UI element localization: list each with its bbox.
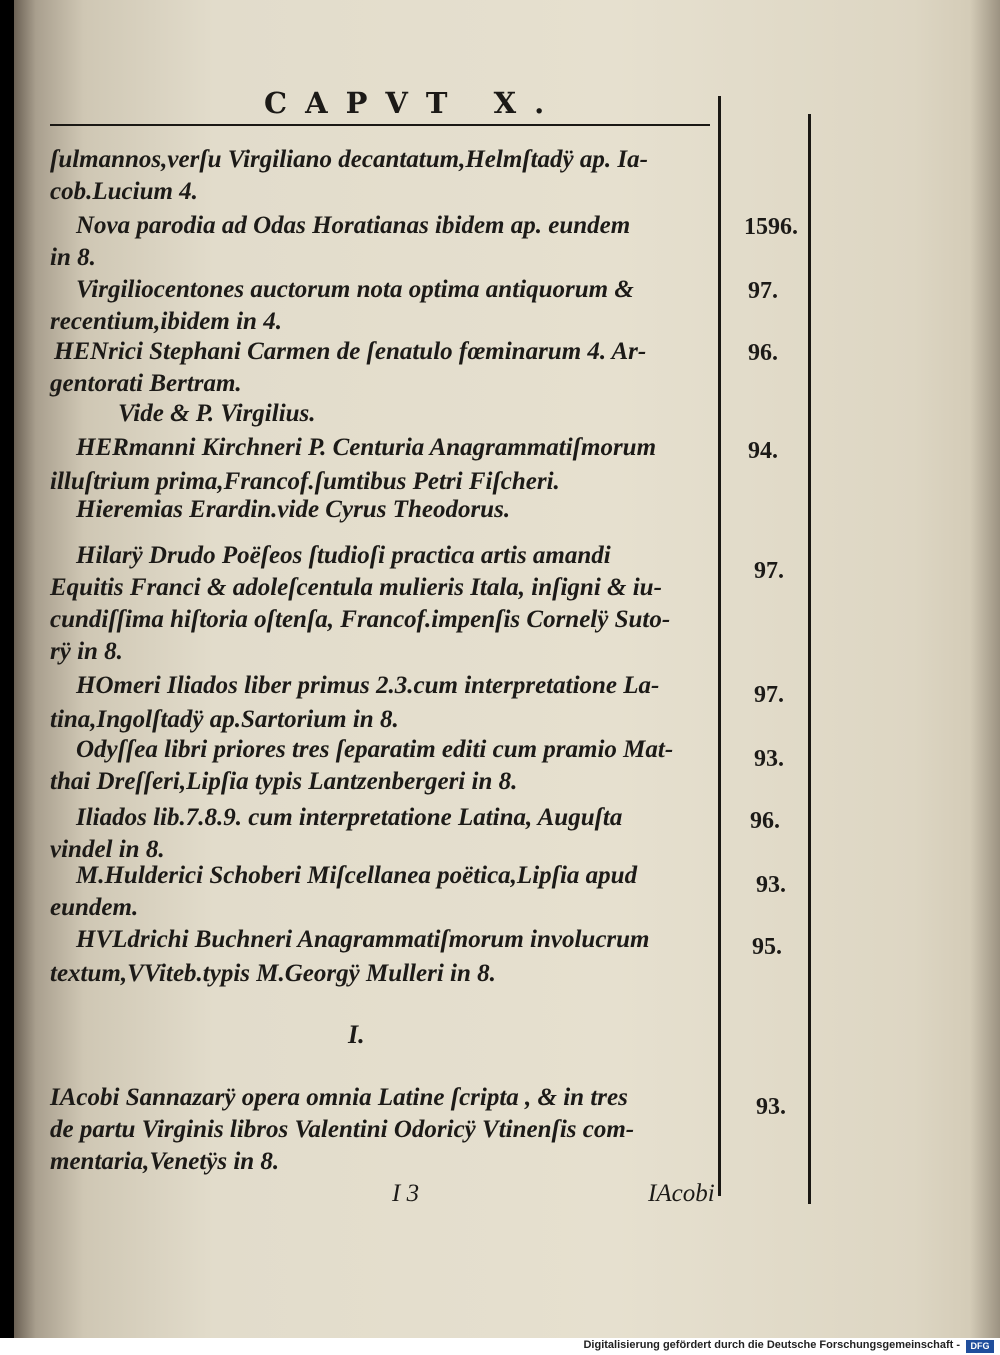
- footer-text: Digitalisierung gefördert durch die Deutsche Forschungsgemeinschaft -: [583, 1339, 960, 1351]
- entry-line: HENrici Stephani Carmen de ſenatulo fœminarum 4. Ar-: [54, 338, 647, 365]
- entry-year: 97.: [754, 682, 784, 708]
- column-rule-left: [718, 96, 721, 1196]
- entry-line: Hilarÿ Drudo Poëſeos ſtudioſi practica artis amandi: [76, 542, 611, 569]
- entry-line: textum,VViteb.typis M.Georgÿ Mulleri in 8.: [50, 960, 496, 987]
- section-letter: I.: [348, 1020, 365, 1049]
- entry-year: 96.: [748, 340, 778, 366]
- entry-year: 93.: [756, 872, 786, 898]
- entry-year: 97.: [748, 278, 778, 304]
- entry-line: eundem.: [50, 894, 139, 921]
- entry-line: vindel in 8.: [50, 836, 165, 863]
- catchword: IAcobi: [648, 1180, 715, 1207]
- entry-line: Nova parodia ad Odas Horatianas ibidem ap. eundem: [76, 212, 631, 239]
- entry-line: cob.Lucium 4.: [50, 178, 198, 205]
- entry-line: gentorati Bertram.: [50, 370, 242, 397]
- entry-year: 93.: [754, 746, 784, 772]
- entry-year: 95.: [752, 934, 782, 960]
- entry-line: Vide & P. Virgilius.: [118, 400, 316, 427]
- footer-bar: [0, 1338, 1000, 1355]
- entry-line: recentium,ibidem in 4.: [50, 308, 282, 335]
- entry-line: HERmanni Kirchneri P. Centuria Anagrammatiſmorum: [76, 434, 657, 461]
- entry-line: M.Hulderici Schoberi Miſcellanea poëtica,Lipſia apud: [76, 862, 638, 889]
- entry-year: 1596.: [744, 214, 798, 240]
- entry-line: de partu Virginis libros Valentini Odoricÿ Vtinenſis com-: [50, 1116, 635, 1143]
- page-scan: [14, 0, 1000, 1338]
- entry-line: mentaria,Venetÿs in 8.: [50, 1148, 280, 1175]
- entry-line: Odyſſea libri priores tres ſeparatim editi cum pramio Mat-: [76, 736, 674, 763]
- entry-line: IAcobi Sannazarÿ opera omnia Latine ſcripta , & in tres: [50, 1084, 628, 1111]
- entry-line: ſulmannos,verſu Virgiliano decantatum,Helmſtadÿ ap. Ia-: [50, 146, 648, 173]
- entry-line: HOmeri Iliados liber primus 2.3.cum interpretatione La-: [76, 672, 660, 699]
- entry-line: in 8.: [50, 244, 96, 271]
- entry-line: thai Dreſſeri,Lipſia typis Lantzenbergeri in 8.: [50, 768, 518, 795]
- entry-line: tina,Ingolſtadÿ ap.Sartorium in 8.: [50, 706, 399, 733]
- entry-line: Iliados lib.7.8.9. cum interpretatione Latina, Auguſta: [76, 804, 623, 831]
- entry-line: HVLdrichi Buchneri Anagrammatiſmorum involucrum: [76, 926, 650, 953]
- entry-line: rÿ in 8.: [50, 638, 123, 665]
- entry-line: Hieremias Erardin.vide Cyrus Theodorus.: [76, 496, 511, 523]
- entry-year: 96.: [750, 808, 780, 834]
- entry-year: 93.: [756, 1094, 786, 1120]
- entry-year: 94.: [748, 438, 778, 464]
- running-head: CAPVT X.: [264, 86, 563, 120]
- signature-mark: I 3: [392, 1180, 420, 1207]
- entry-line: illuſtrium prima,Francof.ſumtibus Petri Fiſcheri.: [50, 468, 560, 495]
- column-rule-right: [808, 114, 811, 1204]
- entry-line: Virgiliocentones auctorum nota optima antiquorum &: [76, 276, 634, 303]
- dfg-logo: DFG: [966, 1340, 994, 1353]
- entry-year: 97.: [754, 558, 784, 584]
- entry-line: cundiſſima hiſtoria oſtenſa, Francof.impenſis Cornelÿ Suto-: [50, 606, 671, 633]
- entry-line: Equitis Franci & adoleſcentula mulieris Itala, inſigni & iu-: [50, 574, 662, 601]
- header-rule: [50, 124, 710, 126]
